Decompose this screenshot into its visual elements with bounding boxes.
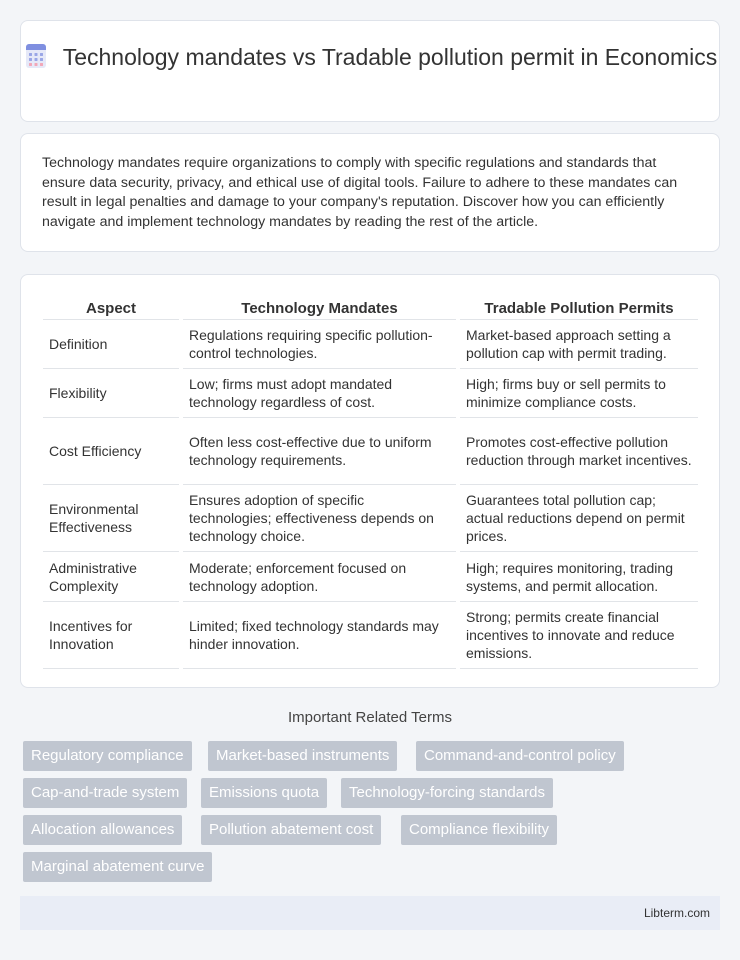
tag-market-based-instruments[interactable]: Market-based instruments (208, 741, 397, 771)
row-technology-mandates: Low; firms must adopt mandated technology regardless of cost. (183, 369, 456, 418)
row-technology-mandates: Moderate; enforcement focused on technology adoption. (183, 552, 456, 602)
tag-compliance-flexibility[interactable]: Compliance flexibility (401, 815, 557, 845)
table-row (43, 602, 698, 669)
row-technology-mandates: Limited; fixed technology standards may hinder innovation. (183, 602, 456, 669)
footer-site-link[interactable]: Libterm.com (643, 906, 710, 920)
comparison-card (20, 274, 720, 688)
table-row (43, 320, 698, 369)
tag-regulatory-compliance[interactable]: Regulatory compliance (23, 741, 192, 771)
intro-card (20, 133, 720, 252)
tag-command-and-control-policy[interactable]: Command-and-control policy (416, 741, 624, 771)
page-title: Technology mandates vs Tradable pollution permit in Economics (62, 44, 718, 70)
row-aspect: Administrative Complexity (43, 552, 179, 602)
tag-pollution-abatement-cost[interactable]: Pollution abatement cost (201, 815, 381, 845)
tag-cap-and-trade-system[interactable]: Cap-and-trade system (23, 778, 187, 808)
row-aspect: Environmental Effectiveness (43, 485, 179, 552)
table-header-row (43, 295, 698, 320)
row-tradable-permits: High; requires monitoring, trading systems, and permit allocation. (460, 552, 698, 602)
comparison-table (43, 295, 698, 669)
page-title-wrap (21, 43, 719, 72)
row-aspect: Definition (43, 320, 179, 369)
row-tradable-permits: Market-based approach setting a pollution cap with permit trading. (460, 320, 698, 369)
row-technology-mandates: Ensures adoption of specific technologies; effectiveness depends on technology choice. (183, 485, 456, 552)
tag-technology-forcing-standards[interactable]: Technology-forcing standards (341, 778, 553, 808)
table-row (43, 552, 698, 602)
row-tradable-permits: Strong; permits create financial incentives to innovate and reduce emissions. (460, 602, 698, 669)
table-row (43, 485, 698, 552)
row-tradable-permits: Guarantees total pollution cap; actual reductions depend on permit prices. (460, 485, 698, 552)
header-card (20, 20, 720, 122)
row-aspect: Cost Efficiency (43, 418, 179, 485)
row-tradable-permits: Promotes cost-effective pollution reduction through market incentives. (460, 418, 698, 485)
row-aspect: Incentives for Innovation (43, 602, 179, 669)
tag-emissions-quota[interactable]: Emissions quota (201, 778, 327, 808)
tag-allocation-allowances[interactable]: Allocation allowances (23, 815, 182, 845)
table-row (43, 369, 698, 418)
row-technology-mandates: Regulations requiring specific pollution-control technologies. (183, 320, 456, 369)
column-header-aspect: Aspect (43, 295, 179, 320)
related-terms-title: Important Related Terms (288, 709, 452, 726)
tag-marginal-abatement-curve[interactable]: Marginal abatement curve (23, 852, 212, 882)
column-header-technology-mandates: Technology Mandates (183, 295, 456, 320)
row-technology-mandates: Often less cost-effective due to uniform technology requirements. (183, 418, 456, 485)
intro-text: Technology mandates require organizations to comply with specific regulations and standards that ensure data security, privacy, and ethical use of digital tools. Failure to adhere to these mandates can result in legal penalties and damage to your company's reputation. Discover how you can efficiently navigate and implement technology mandates by reading the rest of the article. (42, 155, 678, 230)
footer (20, 896, 720, 930)
document-icon (23, 43, 49, 69)
row-tradable-permits: High; firms buy or sell permits to minimize compliance costs. (460, 369, 698, 418)
table-row (43, 418, 698, 485)
row-aspect: Flexibility (43, 369, 179, 418)
column-header-tradable-permits: Tradable Pollution Permits (460, 295, 698, 320)
